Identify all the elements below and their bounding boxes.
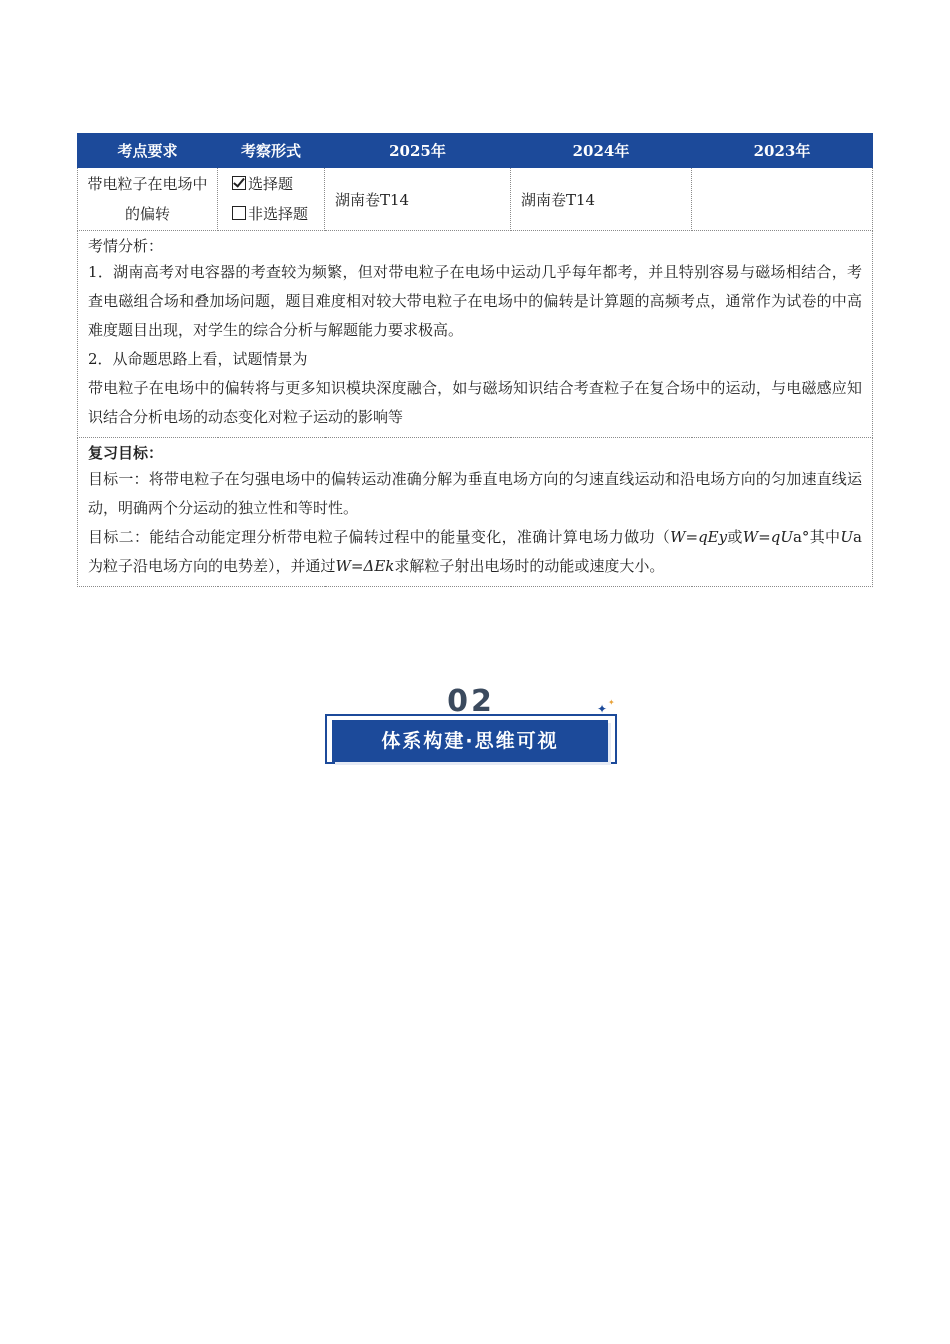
section-number: 02 [447,684,495,719]
review-cell [78,438,873,587]
goal2-text-c: a°其中 [792,528,841,546]
header-2024: 2024年 [511,134,692,168]
analysis-cell [78,231,873,438]
table-row [78,168,873,231]
goal2-text-a: 目标二：能结合动能定理分析带电粒子偏转过程中的能量变化，准确计算电场力做功（ [88,528,671,546]
header-topic: 考点要求 [78,134,218,168]
exam-info-table [77,133,873,587]
cell-2023 [692,168,873,231]
review-title: 复习目标： [88,444,164,462]
unchecked-box-icon [232,206,246,220]
section-banner [320,684,622,766]
option-nonchoice [232,199,324,229]
option-nonchoice-label: 非选择题 [248,205,309,223]
header-form: 考察形式 [218,134,325,168]
option-choice-label: 选择题 [248,175,294,193]
formula-work-qu: W=qU [742,528,793,546]
analysis-p3: 带电粒子在电场中的偏转将与更多知识模块深度融合，如与磁场知识结合考查粒子在复合场中的运动，与电磁感应知识结合分析电场的动态变化对粒子运动的影响等 [88,379,862,426]
cell-2024: 湖南卷T14 [511,168,692,231]
sparkle-small-icon: ✦ [608,698,615,707]
formula-work-ek: W=ΔEk [335,557,395,575]
topic-text: 带电粒子在电场中的偏转 [87,175,208,223]
analysis-p2: 2．从命题思路上看，试题情景为 [88,350,308,368]
goal2-text-b: 或 [727,528,743,546]
goal2-text-d: a为粒子沿电场方向的电势差），并通过 [88,528,862,575]
analysis-row [78,231,873,438]
goal2-text-e: 求解粒子射出电场时的动能或速度大小。 [394,557,665,575]
review-goal1: 目标一：将带电粒子在匀强电场中的偏转运动准确分解为垂直电场方向的匀速直线运动和沿电场方向的匀加速直线运动，明确两个分运动的独立性和等时性。 [88,470,862,517]
header-2025: 2025年 [325,134,511,168]
cell-2025: 湖南卷T14 [325,168,511,231]
formula-u: U [840,528,854,546]
formula-work-qey: W=qEy [670,528,728,546]
section-title: 体系构建·思维可视 [332,720,608,762]
analysis-p1: 1．湖南高考对电容器的考查较为频繁，但对带电粒子在电场中运动几乎每年都考，并且特别容易与磁场相结合，考查电磁组合场和叠加场问题，题目难度相对较大带电粒子在电场中的偏转是计算题的高频考点，通常作为试卷的中高难度题目出现，对学生的综合分析与解题能力要求极高。 [88,263,862,339]
header-2023: 2023年 [692,134,873,168]
form-cell [218,168,325,231]
review-row [78,438,873,587]
table-header-row [78,134,873,168]
sparkle-icon: ✦ [597,702,608,716]
topic-cell [78,168,218,231]
review-goal2 [88,523,862,581]
option-choice [232,169,324,199]
checked-box-icon [232,176,246,190]
analysis-title: 考情分析： [88,237,164,255]
